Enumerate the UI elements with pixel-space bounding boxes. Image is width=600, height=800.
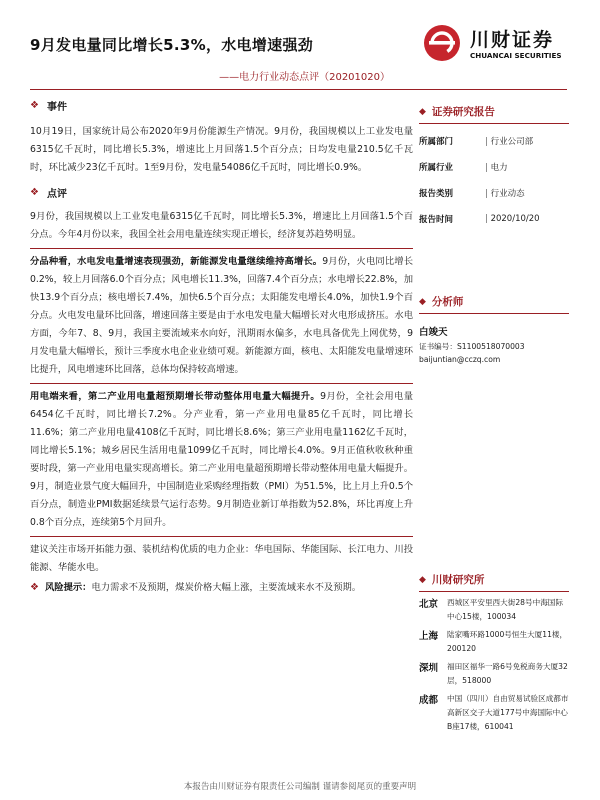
analyst-name: 白竣天 bbox=[419, 327, 448, 338]
consumption-paragraph bbox=[30, 388, 413, 532]
risk-body: 电力需求不及预期，煤炭价格大幅上涨，主要流域来水不及预期。 bbox=[91, 582, 362, 593]
office-beijing bbox=[419, 596, 569, 624]
company-logo bbox=[423, 24, 573, 64]
analyst-email[interactable]: baijuntian@cczq.com bbox=[419, 355, 501, 364]
office-list bbox=[419, 596, 569, 734]
institute-heading bbox=[419, 572, 569, 587]
sidebar bbox=[419, 96, 569, 734]
diamond-bullet-icon: ❖ bbox=[30, 582, 39, 593]
info-key: 所属行业 bbox=[419, 163, 454, 173]
office-address: 陆家嘴环路1000号恒生大厦11楼，200120 bbox=[447, 630, 568, 653]
generation-paragraph bbox=[30, 253, 413, 379]
report-title: 9月发电量同比增长5.3%，水电增速强劲 bbox=[30, 36, 314, 54]
square-bullet-icon: ◆ bbox=[419, 574, 426, 585]
office-city: 成都 bbox=[419, 695, 439, 706]
page-footer: 本报告由川财证券有限责任公司编制 谨请参阅尾页的重要声明 bbox=[183, 782, 417, 792]
sidebar-rule bbox=[419, 123, 569, 124]
office-city: 上海 bbox=[419, 631, 439, 642]
section-divider bbox=[30, 248, 413, 249]
analyst-cert: 证书编号：S1100518070003 bbox=[419, 342, 525, 351]
event-heading-text: 事件 bbox=[46, 102, 67, 113]
event-paragraph: 10月19日，国家统计局公布2020年9月份能源生产情况。9月份，我国规模以上工业发电量6315亿千瓦时，同比增长5.3%，增速比上月回落1.5个百分点；日均发电量210.5亿千瓦时，环比减少23亿千瓦时。1至9月份，发电量54086亿千瓦时，同比增长0.9%。 bbox=[30, 126, 413, 173]
risk-paragraph bbox=[30, 579, 413, 597]
info-value: | 电力 bbox=[485, 161, 508, 173]
recommendation-paragraph: 建议关注市场开拓能力强、装机结构优质的电力企业：华电国际、华能国际、长江电力、川投能源、华能水电。 bbox=[30, 544, 413, 573]
info-row-category bbox=[419, 180, 569, 206]
logo-text-en: CHUANCAI SECURITIES bbox=[470, 51, 562, 60]
office-address: 福田区福华一路6号免税商务大厦32层，518000 bbox=[447, 662, 568, 685]
analyst-heading bbox=[419, 294, 569, 309]
info-key: 报告时间 bbox=[419, 215, 454, 225]
risk-heading: 风险提示： bbox=[44, 582, 92, 593]
info-row-date bbox=[419, 206, 569, 232]
logo-mark-icon bbox=[423, 24, 461, 62]
info-key: 报告类别 bbox=[419, 189, 454, 199]
comment-heading-text: 点评 bbox=[46, 189, 67, 200]
section-divider bbox=[30, 536, 413, 537]
diamond-bullet-icon: ❖ bbox=[30, 187, 39, 198]
header-rule bbox=[30, 89, 567, 90]
analyst-heading-text: 分析师 bbox=[431, 296, 464, 308]
section-divider bbox=[30, 383, 413, 384]
generation-lead: 分品种看，水电发电量增速表现强劲，新能源发电量继续维持高增长。 bbox=[30, 256, 323, 267]
office-city: 深圳 bbox=[419, 663, 439, 674]
info-value: | 2020/10/20 bbox=[485, 214, 540, 224]
sidebar-rule bbox=[419, 313, 569, 314]
consumption-body: 9月份，全社会用电量6454亿千瓦时，同比增长7.2%。分产业看，第一产业用电量85亿千瓦时，同比增长11.6%；第二产业用电量4108亿千瓦时，同比增长8.6%；第三产业用电量1162亿千瓦时，同比增长5.1%；城乡居民生活用电量1099亿千瓦时，同比增长4.0%。9月正值秋收秋种重要时段，第一产业用电量实现高增长。第二产业用电量超预期增长带动整体用电量大幅提升。9月，制造业景气度大幅回升，中国制造业采购经理指数（PMI）为51.5%，比上月上升0.5个百分点，制造业PMI数据延续景气运行态势。9月制造业新订单指数为52.8%，环比再度上升0.8个百分点，连续第5个月回升。 bbox=[30, 391, 413, 528]
report-info-heading-text: 证券研究报告 bbox=[431, 106, 495, 118]
consumption-lead: 用电端来看，第二产业用电量超预期增长带动整体用电量大幅提升。 bbox=[30, 391, 321, 402]
square-bullet-icon: ◆ bbox=[419, 296, 426, 307]
info-row-industry bbox=[419, 154, 569, 180]
office-address: 西城区平安里西大街28号中海国际中心15楼，100034 bbox=[447, 598, 563, 621]
sidebar-rule bbox=[419, 591, 569, 592]
event-heading bbox=[30, 98, 413, 113]
office-chengdu bbox=[419, 692, 569, 734]
diamond-bullet-icon: ❖ bbox=[30, 100, 39, 111]
office-address: 中国（四川）自由贸易试验区成都市高新区交子大道177号中海国际中心B座17楼，610041 bbox=[447, 694, 569, 731]
info-value: | 行业公司部 bbox=[485, 135, 533, 147]
institute-heading-text: 川财研究所 bbox=[431, 574, 485, 586]
main-content bbox=[30, 96, 413, 597]
logo-text-cn: 川财证券 bbox=[470, 29, 555, 51]
comment-heading bbox=[30, 185, 413, 200]
office-shanghai bbox=[419, 628, 569, 656]
report-subtitle: ——电力行业动态点评（20201020） bbox=[219, 72, 390, 83]
square-bullet-icon: ◆ bbox=[419, 106, 426, 117]
office-shenzhen bbox=[419, 660, 569, 688]
report-info-list bbox=[419, 128, 569, 232]
report-info-heading bbox=[419, 104, 569, 119]
comment-paragraph: 9月份，我国规模以上工业发电量6315亿千瓦时，同比增长5.3%，增速比上月回落1.5个百分点。今年4月份以来，我国全社会用电量连续实现正增长，经济复苏趋势明显。 bbox=[30, 211, 413, 240]
office-city: 北京 bbox=[419, 599, 439, 610]
generation-body: 9月份，火电同比增长0.2%，较上月回落6.0个百分点；风电增长11.3%，回落7.4个百分点；水电增长22.8%，加快13.9个百分点；核电增长7.4%，加快6.5个百分点；太阳能发电增长4.0%，加快1.9个百分点。火电发电量环比回落，增速回落主要是由于水电发电量大幅增长对火电形成挤压。水电方面，今年7、8、9月，我国主要流域来水向好，汛期雨水偏多，水电具备优先上网优势，9月发电量大幅增长，预计三季度水电企业业绩可观。新能源方面，核电、太阳能发电量增速环比提升，风电增速环比回落，总体均保持较高增速。 bbox=[30, 256, 413, 375]
info-value: | 行业动态 bbox=[485, 187, 525, 199]
info-key: 所属部门 bbox=[419, 137, 454, 147]
info-row-department bbox=[419, 128, 569, 154]
